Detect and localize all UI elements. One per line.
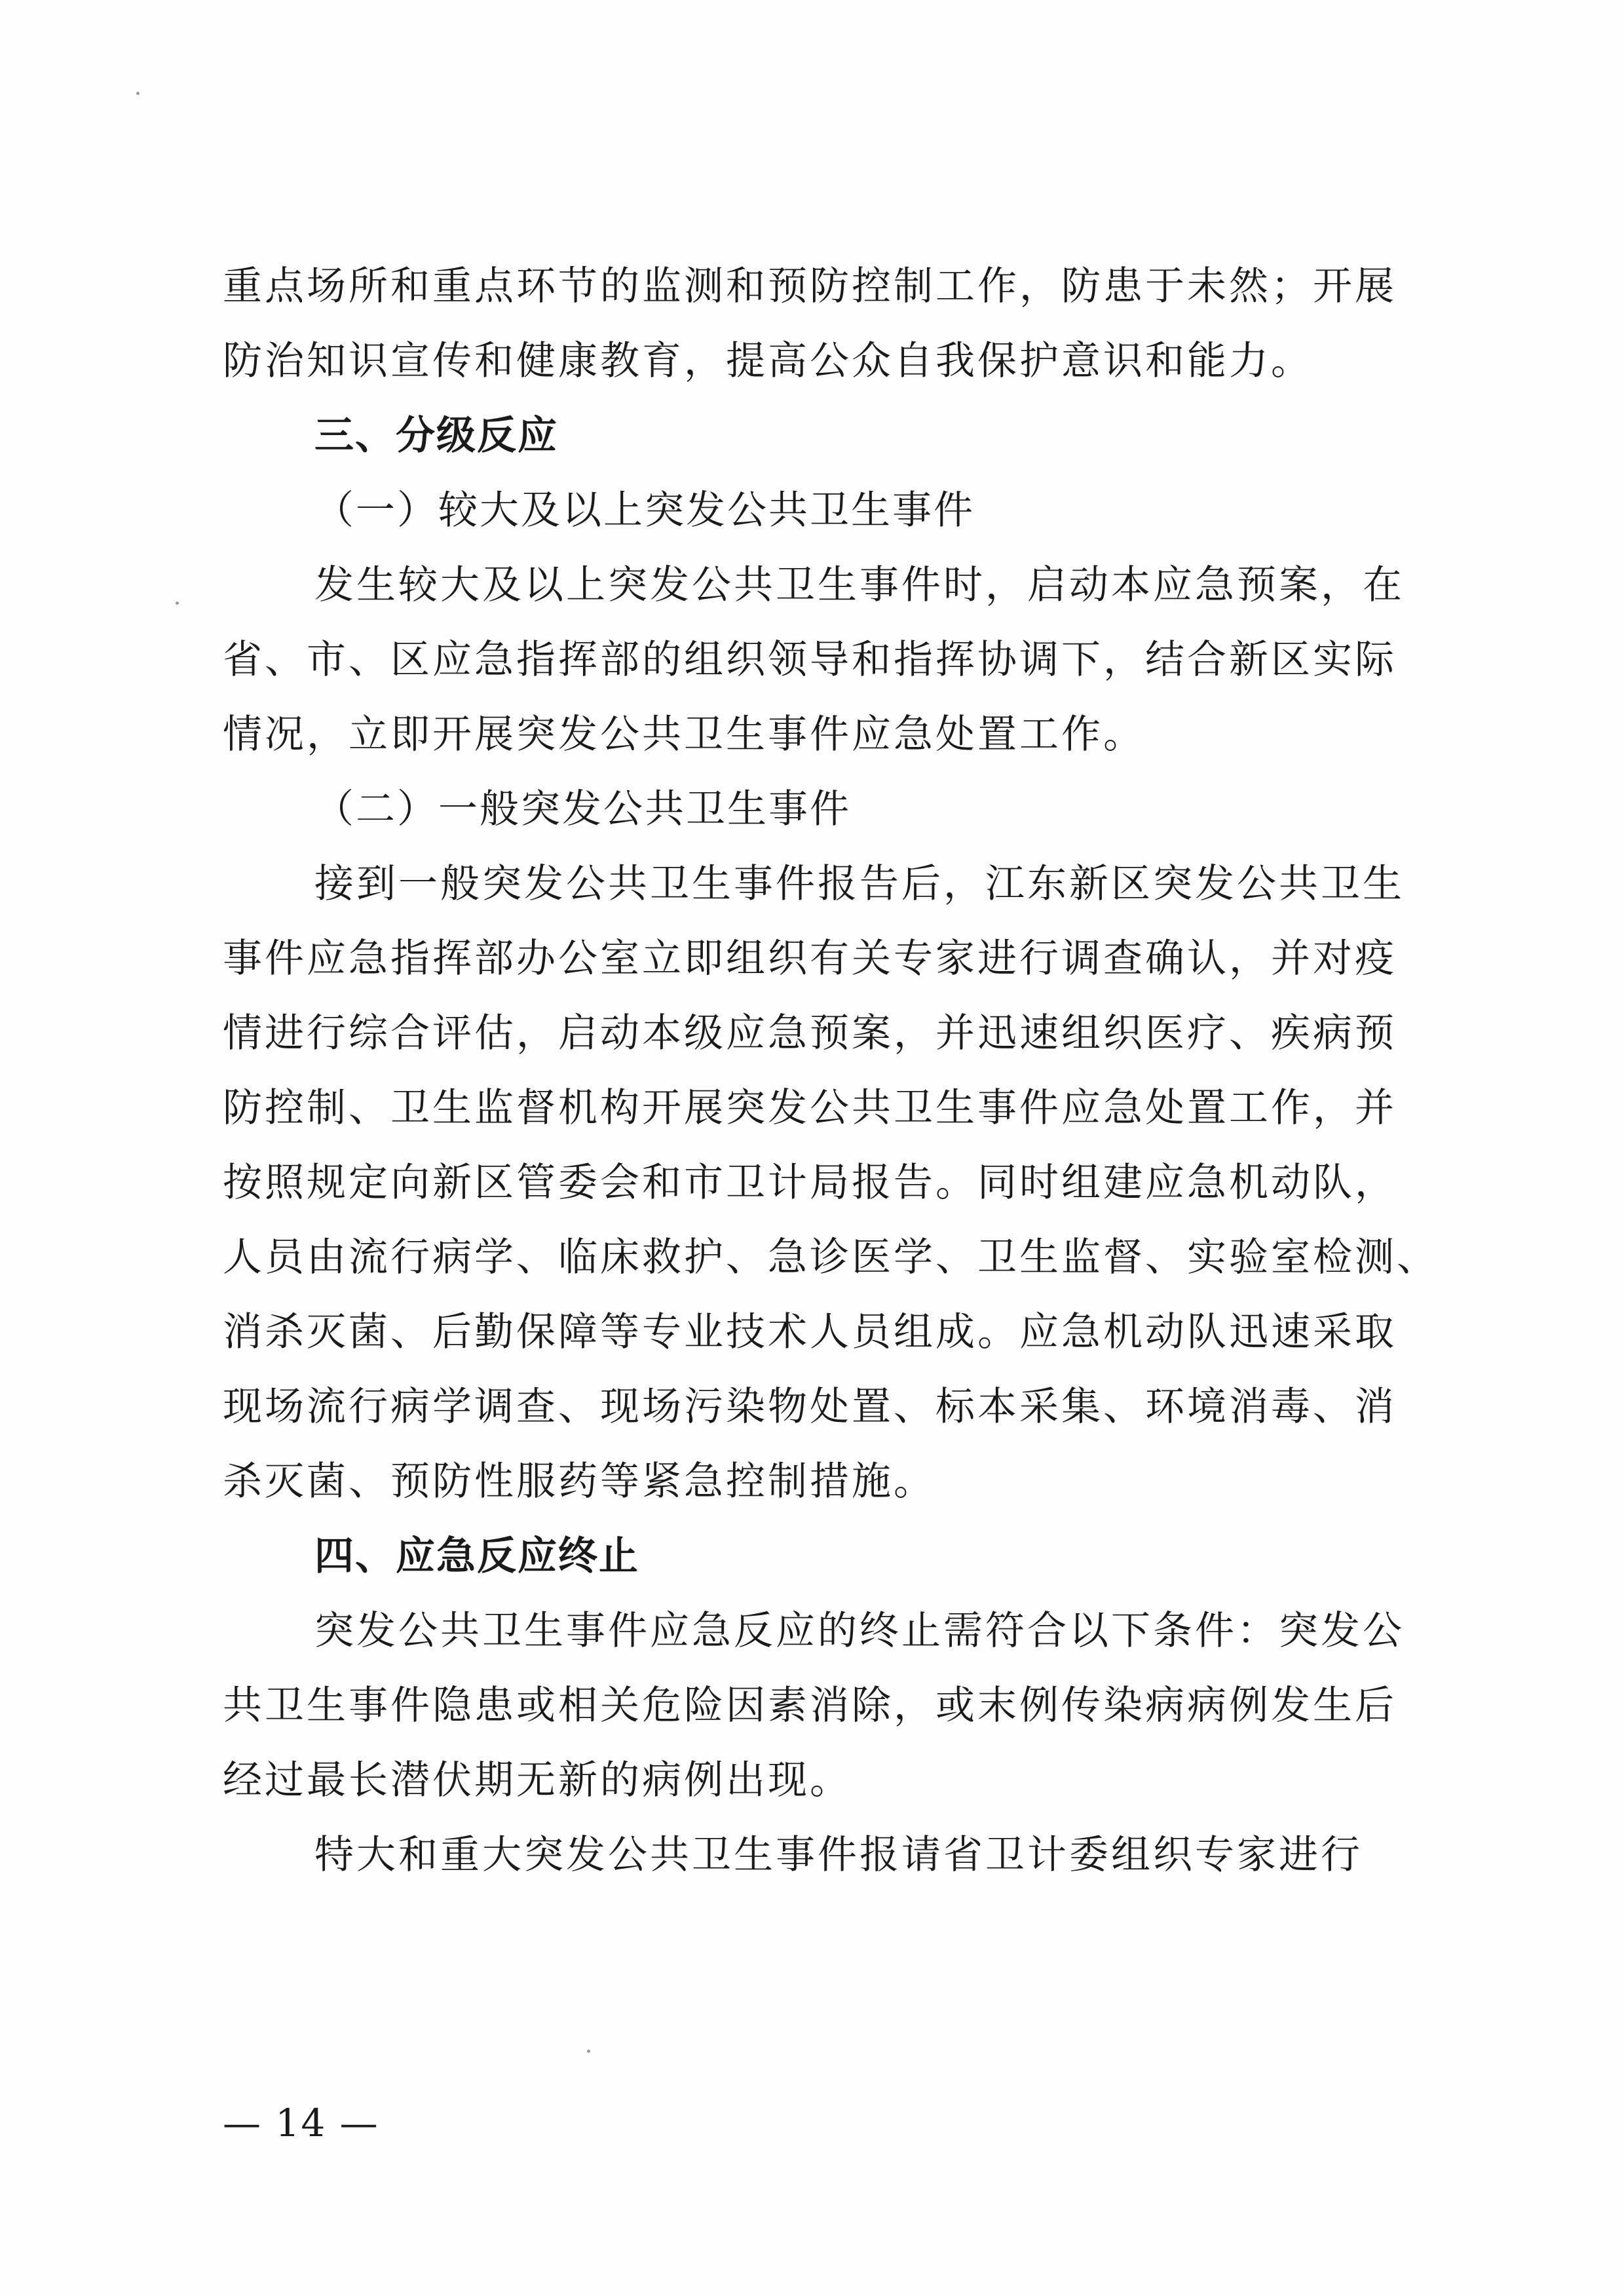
paragraph-line: 情况，立即开展突发公共卫生事件应急处置工作。 — [223, 712, 1145, 757]
subsection-heading-3-1: （一）较大及以上突发公共卫生事件 — [314, 488, 975, 533]
section-heading-4: 四、应急反应终止 — [314, 1533, 639, 1579]
paragraph-line: 经过最长潜伏期无新的病例出现。 — [223, 1757, 852, 1803]
document-body — [223, 249, 1439, 1892]
paragraph-line: 按照规定向新区管委会和市卫计局报告。同时组建应急机动队， — [223, 1160, 1397, 1206]
paragraph-line: 情进行综合评估，启动本级应急预案，并迅速组织医疗、疾病预 — [223, 1010, 1397, 1056]
scan-speck — [136, 92, 140, 95]
paragraph-line: 事件应急指挥部办公室立即组织有关专家进行调查确认，并对疫 — [223, 936, 1397, 982]
paragraph-line: 接到一般突发公共卫生事件报告后，江东新区突发公共卫生 — [314, 861, 1405, 907]
paragraph-line: 防控制、卫生监督机构开展突发公共卫生事件应急处置工作，并 — [223, 1085, 1397, 1131]
paragraph-line: 重点场所和重点环节的监测和预防控制工作，防患于未然；开展 — [223, 263, 1397, 309]
paragraph-line: 消杀灭菌、后勤保障等专业技术人员组成。应急机动队迅速采取 — [223, 1309, 1397, 1355]
scan-speck — [587, 2050, 590, 2053]
paragraph-line: 省、市、区应急指挥部的组织领导和指挥协调下，结合新区实际 — [223, 637, 1397, 683]
paragraph-line: 防治知识宣传和健康教育，提高公众自我保护意识和能力。 — [223, 338, 1313, 384]
paragraph-line: 共卫生事件隐患或相关危险因素消除，或末例传染病病例发生后 — [223, 1683, 1397, 1729]
paragraph-line: 现场流行病学调查、现场污染物处置、标本采集、环境消毒、消 — [223, 1384, 1397, 1430]
paragraph-line: 杀灭菌、预防性服药等紧急控制措施。 — [223, 1459, 935, 1504]
paragraph-line: 发生较大及以上突发公共卫生事件时，启动本应急预案，在 — [314, 562, 1405, 608]
scan-speck — [176, 602, 179, 605]
page-number: — 14 — — [223, 2101, 379, 2145]
section-heading-3: 三、分级反应 — [314, 413, 558, 459]
paragraph-line: 人员由流行病学、临床救护、急诊医学、卫生监督、实验室检测、 — [223, 1234, 1439, 1280]
paragraph-line: 特大和重大突发公共卫生事件报请省卫计委组织专家进行 — [314, 1832, 1363, 1878]
paragraph-line: 突发公共卫生事件应急反应的终止需符合以下条件：突发公 — [314, 1608, 1405, 1654]
subsection-heading-3-2: （二）一般突发公共卫生事件 — [314, 786, 851, 832]
